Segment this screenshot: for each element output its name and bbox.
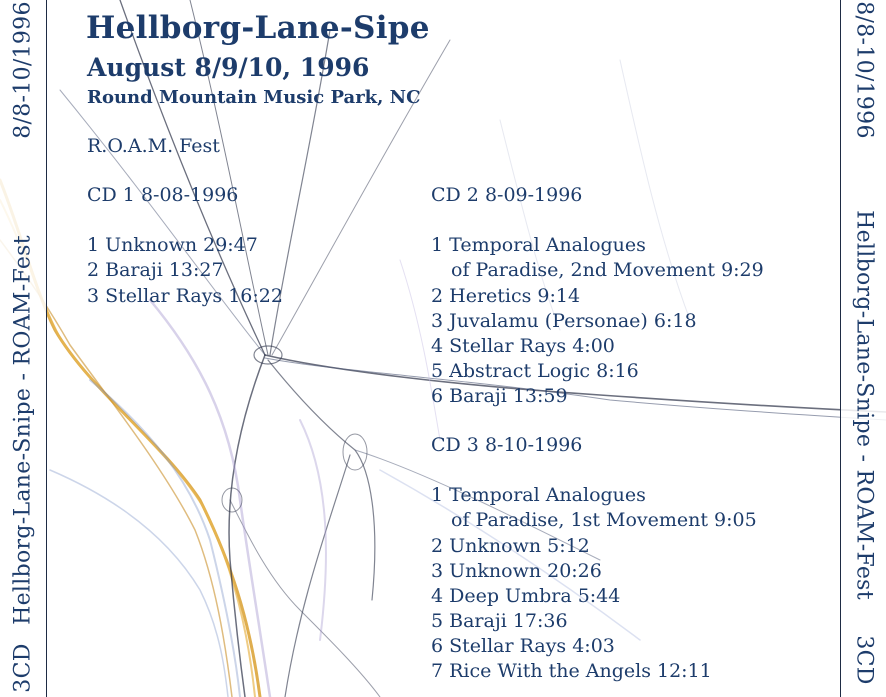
cd1-track: 2 Baraji 13:27 bbox=[87, 259, 224, 281]
festival-name: R.O.A.M. Fest bbox=[87, 135, 220, 157]
right-spine-discs: 3CD bbox=[851, 635, 877, 685]
cd3-track: 3 Unknown 20:26 bbox=[431, 560, 602, 582]
cd2-track: 1 Temporal Analogues bbox=[431, 234, 646, 256]
cd3-track: 6 Stellar Rays 4:03 bbox=[431, 635, 615, 657]
cd2-track-continued: of Paradise, 2nd Movement 9:29 bbox=[451, 259, 764, 281]
right-spine bbox=[840, 0, 886, 697]
right-spine-date: 8/8-10/1996 bbox=[851, 1, 877, 139]
cd3-track: 1 Temporal Analogues bbox=[431, 484, 646, 506]
cd3-track: 4 Deep Umbra 5:44 bbox=[431, 585, 621, 607]
cd2-track: 6 Baraji 13:59 bbox=[431, 385, 568, 407]
cd3-track: 7 Rice With the Angels 12:11 bbox=[431, 660, 712, 682]
cd3-track: 2 Unknown 5:12 bbox=[431, 535, 590, 557]
cd1-heading: CD 1 8-08-1996 bbox=[87, 184, 239, 206]
left-spine-date: 8/8-10/1996 bbox=[10, 1, 36, 139]
cd1-track: 1 Unknown 29:47 bbox=[87, 234, 258, 256]
right-spine-title: Hellborg-Lane-Snipe - ROAM-Fest bbox=[851, 210, 877, 600]
cover-venue: Round Mountain Music Park, NC bbox=[87, 87, 421, 108]
cd3-track: 5 Baraji 17:36 bbox=[431, 610, 568, 632]
cd3-heading: CD 3 8-10-1996 bbox=[431, 434, 583, 456]
cd2-track: 2 Heretics 9:14 bbox=[431, 285, 581, 307]
cd2-heading: CD 2 8-09-1996 bbox=[431, 184, 583, 206]
left-spine-title: Hellborg-Lane-Snipe - ROAM-Fest bbox=[10, 235, 36, 625]
cover-dates: August 8/9/10, 1996 bbox=[87, 53, 370, 82]
left-spine bbox=[0, 0, 47, 697]
left-spine-discs: 3CD bbox=[10, 643, 36, 693]
cd2-track: 5 Abstract Logic 8:16 bbox=[431, 360, 639, 382]
cd3-track-continued: of Paradise, 1st Movement 9:05 bbox=[451, 509, 757, 531]
cover-title: Hellborg-Lane-Sipe bbox=[86, 10, 430, 46]
cd2-track: 3 Juvalamu (Personae) 6:18 bbox=[431, 310, 697, 332]
cd2-track: 4 Stellar Rays 4:00 bbox=[431, 335, 615, 357]
cd1-track: 3 Stellar Rays 16:22 bbox=[87, 285, 283, 307]
